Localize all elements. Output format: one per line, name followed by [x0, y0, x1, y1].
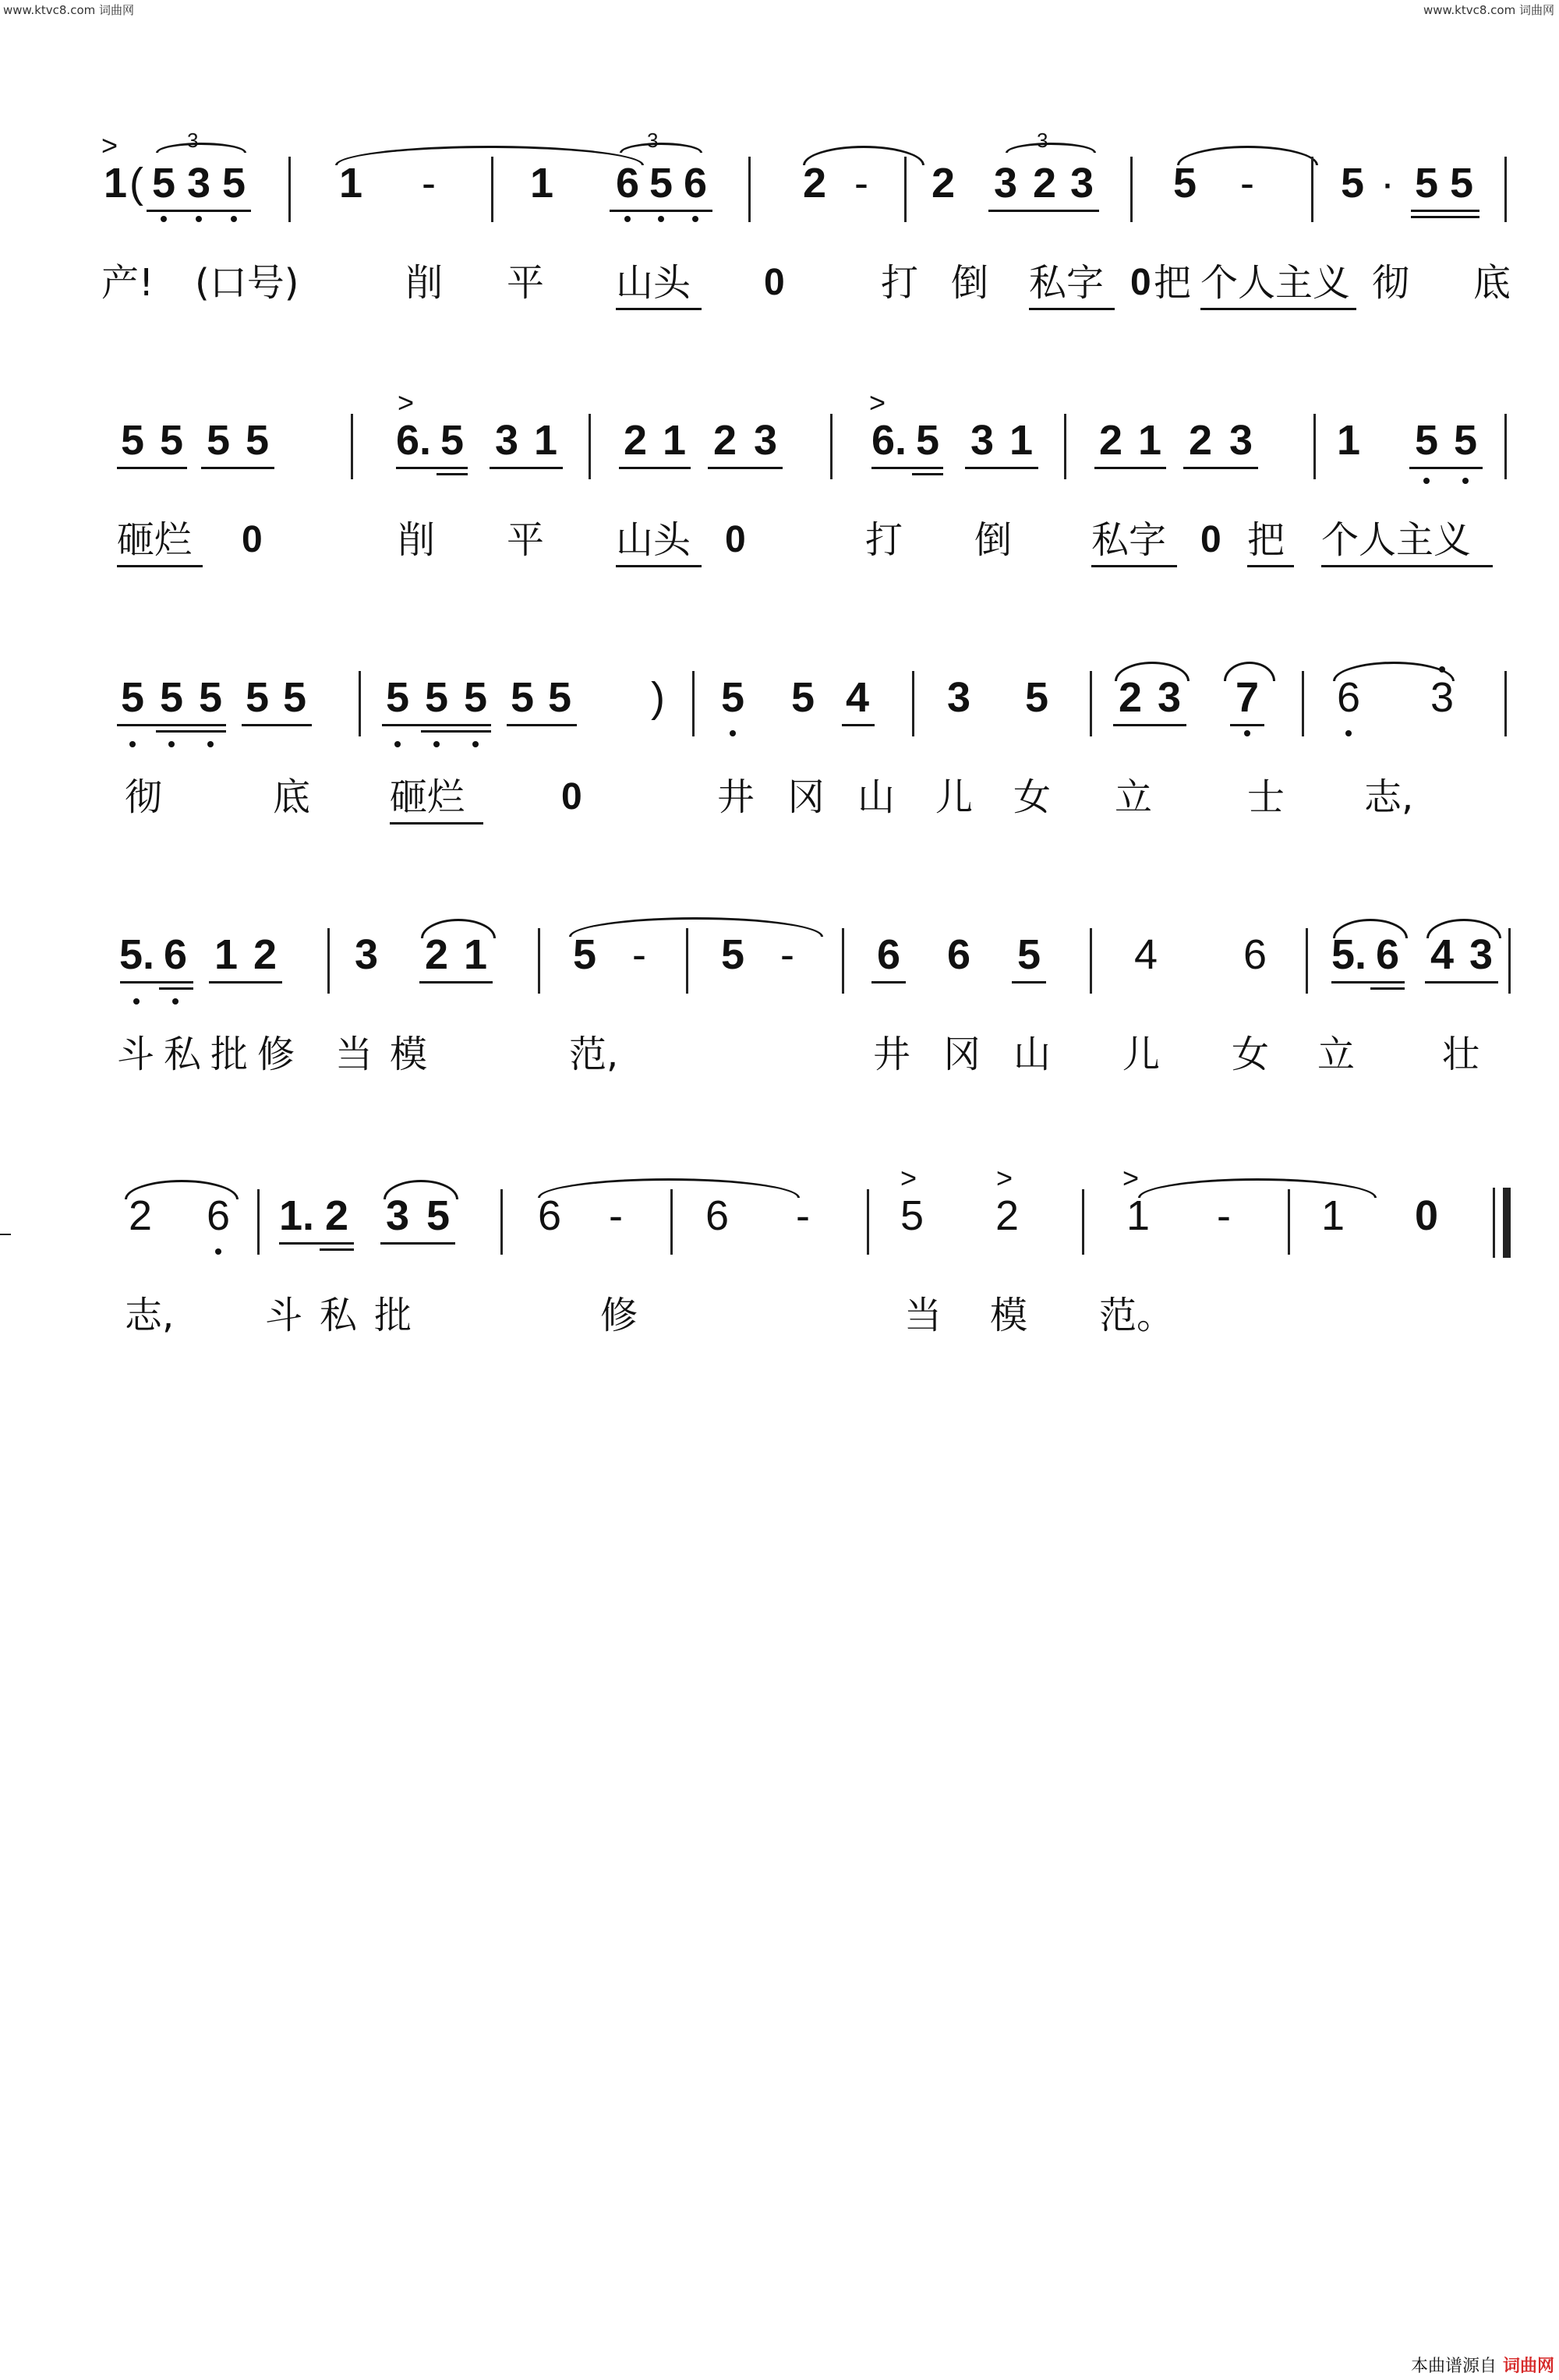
note: 1: [533, 417, 558, 464]
octave-dot: [1462, 478, 1469, 484]
lyric-syllable: 斗: [117, 1033, 155, 1076]
note: 1: [1009, 417, 1034, 464]
note: 3: [494, 417, 519, 464]
note: 6: [206, 1192, 231, 1239]
lyric-syllable: 底: [1473, 261, 1511, 305]
lyric-syllable: 范,: [569, 1033, 619, 1076]
lyric-syllable: 把: [1247, 518, 1285, 562]
lyric-syllable: 0: [1130, 262, 1151, 303]
note: 5: [720, 931, 745, 978]
accent-mark: >: [1122, 1162, 1140, 1194]
note: 5: [572, 931, 597, 978]
note: 6: [615, 160, 640, 207]
barline: [830, 414, 833, 479]
lyrics-line: [101, 1031, 1512, 1086]
note: 4: [845, 674, 870, 721]
note: 5: [1414, 417, 1439, 464]
lyric-syllable: 倒: [951, 261, 989, 305]
triplet-mark: 3: [647, 129, 659, 152]
lyric-underline: [390, 822, 483, 825]
octave-dot: [172, 998, 179, 1005]
note: 2: [623, 417, 648, 464]
barline: [904, 157, 907, 222]
barline: [1082, 1189, 1084, 1255]
lyric-underline: [616, 308, 702, 310]
notation-line: [101, 129, 1512, 245]
underline: [159, 987, 193, 990]
octave-dot: [129, 741, 136, 747]
notation-line: [101, 900, 1512, 1017]
lyric-syllable: 冈: [787, 775, 825, 819]
lyric-syllable: 当: [904, 1294, 942, 1337]
octave-dot: [1439, 666, 1445, 673]
lyric-syllable: 女: [1013, 775, 1052, 819]
notation-line: [101, 643, 1512, 760]
note: 5: [790, 674, 815, 721]
lyric-syllable: 倒: [974, 518, 1013, 562]
triplet-bracket: [1006, 143, 1096, 153]
note: 1: [463, 931, 488, 978]
note: 6: [683, 160, 708, 207]
underline: [156, 730, 226, 733]
lyric-syllable: 把: [1154, 261, 1192, 305]
note: 2: [1098, 417, 1123, 464]
paren-open: (: [129, 160, 143, 207]
barline: [359, 671, 361, 736]
underline: [1012, 981, 1046, 983]
note: 2: [424, 931, 449, 978]
note: 3: [1469, 931, 1494, 978]
note: 5: [1340, 160, 1365, 207]
lyric-syllable: 儿: [935, 775, 974, 819]
note: 6: [705, 1192, 730, 1239]
note: 5: [151, 160, 176, 207]
note: 6: [876, 931, 901, 978]
footer-source-label: 本曲谱源自: [1410, 2357, 1497, 2376]
note: 5: [245, 674, 270, 721]
lyric-syllable: 砸烂: [390, 775, 465, 819]
site-watermark-left: www.ktvc8.com 词曲网: [3, 3, 135, 17]
lyric-syllable: 壮: [1442, 1033, 1480, 1076]
octave-dot: [215, 1248, 221, 1255]
note: 5: [440, 417, 465, 464]
octave-dot: [472, 741, 479, 747]
lyric-syllable: 修: [600, 1294, 638, 1337]
lyrics-line: [101, 260, 1512, 314]
lyric-syllable: 砸烂: [117, 518, 193, 562]
barline: [1504, 157, 1507, 222]
note: 2: [931, 160, 956, 207]
note: 5: [463, 674, 488, 721]
barline: [351, 414, 353, 479]
lyric-syllable: 志,: [125, 1294, 175, 1337]
augmentation-dot: ·: [1380, 160, 1395, 207]
underline: [201, 467, 274, 469]
triplet-bracket: [156, 143, 246, 153]
lyrics-line: [101, 517, 1512, 571]
underline: [842, 724, 875, 726]
underline: [320, 1248, 354, 1251]
edge-mark: [0, 1234, 11, 1235]
octave-dot: [1244, 730, 1250, 736]
triplet-mark: 3: [187, 129, 199, 152]
underline: [242, 724, 312, 726]
lyric-syllable: 0: [725, 519, 746, 560]
octave-dot: [433, 741, 440, 747]
dash: -: [632, 931, 646, 978]
note: 1: [529, 160, 554, 207]
note: 5: [245, 417, 270, 464]
triplet-mark: 3: [1037, 129, 1048, 152]
underline: [279, 1242, 354, 1245]
octave-dot: [231, 216, 237, 222]
barline: [327, 928, 330, 994]
underline: [988, 210, 1099, 212]
underline: [965, 467, 1038, 469]
footer-source: [1411, 2353, 1554, 2377]
underline: [1183, 467, 1258, 469]
note: 2: [1118, 674, 1143, 721]
underline: [421, 730, 491, 733]
barline: [1313, 414, 1316, 479]
note: 1.: [279, 1192, 315, 1239]
lyrics-line: [101, 774, 1512, 828]
lyric-syllable: 彻: [1372, 261, 1410, 305]
note: 3: [354, 931, 379, 978]
note: 5: [1449, 160, 1474, 207]
note: 4: [1430, 931, 1455, 978]
note: 2: [1032, 160, 1057, 207]
underline: [1113, 724, 1186, 726]
underline: [382, 724, 491, 726]
note: 4: [1133, 931, 1158, 978]
barline: [912, 671, 914, 736]
lyric-syllable: 女: [1232, 1033, 1270, 1076]
note: 5: [915, 417, 940, 464]
note: 3: [970, 417, 995, 464]
note: 2: [712, 417, 737, 464]
note: 2: [324, 1192, 349, 1239]
octave-dot: [1423, 478, 1430, 484]
octave-dot: [1345, 730, 1352, 736]
underline: [1331, 981, 1405, 983]
triplet-bracket: [620, 143, 702, 153]
lyric-syllable: 立: [1115, 775, 1153, 819]
underline: [396, 467, 468, 469]
note: 3: [1228, 417, 1253, 464]
final-barline-thin: [1493, 1188, 1495, 1258]
accent-mark: >: [996, 1162, 1013, 1194]
note: 3: [385, 1192, 410, 1239]
note: 5: [424, 674, 449, 721]
lyric-syllable: 井: [717, 775, 755, 819]
underline: [1411, 216, 1479, 218]
underline: [1409, 467, 1483, 469]
note: 0: [1414, 1192, 1439, 1239]
underline: [871, 981, 906, 983]
lyric-syllable: 立: [1317, 1033, 1356, 1076]
lyric-underline: [1029, 308, 1115, 310]
lyric-underline: [1200, 308, 1356, 310]
octave-dot: [658, 216, 664, 222]
octave-dot: [394, 741, 401, 747]
note: 5: [1016, 931, 1041, 978]
lyric-syllable: 打: [865, 518, 903, 562]
barline: [748, 157, 751, 222]
note: 3: [1430, 674, 1455, 721]
note: 2: [1188, 417, 1213, 464]
note: 7: [1235, 674, 1260, 721]
lyric-syllable: 范。: [1099, 1294, 1175, 1337]
dash: -: [1240, 160, 1254, 207]
barline: [1504, 671, 1507, 736]
lyric-underline: [1321, 565, 1493, 567]
final-barline-thick: [1503, 1188, 1511, 1258]
lyric-syllable: 斗: [265, 1294, 303, 1337]
notation-line: [101, 386, 1512, 503]
underline: [1230, 724, 1264, 726]
octave-dot: [730, 730, 736, 736]
underline: [120, 981, 193, 983]
barline: [1302, 671, 1304, 736]
paren-close: ): [651, 674, 665, 721]
note: 3: [946, 674, 971, 721]
footer-brand-link[interactable]: 词曲网: [1502, 2357, 1554, 2376]
lyric-syllable: 山头: [616, 518, 691, 562]
dash: -: [609, 1192, 623, 1239]
lyric-syllable: 山: [1013, 1033, 1052, 1076]
dash: -: [1217, 1192, 1231, 1239]
underline: [507, 724, 577, 726]
barline: [1306, 928, 1308, 994]
note: 5: [282, 674, 307, 721]
note: 5: [198, 674, 223, 721]
note: 5: [1453, 417, 1478, 464]
lyric-syllable: 修: [257, 1033, 295, 1076]
note: 6: [537, 1192, 562, 1239]
barline: [1508, 928, 1511, 994]
barline: [692, 671, 695, 736]
tie: [538, 1178, 800, 1198]
note: 1: [1336, 417, 1361, 464]
note: 5: [159, 417, 184, 464]
note: 5: [120, 674, 145, 721]
notation-line: [101, 1161, 1512, 1278]
note: 5: [221, 160, 246, 207]
lyric-syllable: 平: [507, 518, 545, 562]
note: 1: [662, 417, 687, 464]
lyric-syllable: 山头: [616, 261, 691, 305]
dash: -: [796, 1192, 810, 1239]
note: 5: [1024, 674, 1049, 721]
underline: [1370, 987, 1405, 990]
octave-dot: [161, 216, 167, 222]
accent-mark: >: [398, 387, 415, 418]
barline: [538, 928, 540, 994]
lyric-syllable: 个人主义: [1200, 261, 1351, 305]
note: 5.: [1331, 931, 1367, 978]
barline: [491, 157, 493, 222]
octave-dot: [196, 216, 202, 222]
note: 5: [900, 1192, 924, 1239]
note: 5: [426, 1192, 451, 1239]
underline: [437, 473, 468, 475]
underline: [912, 473, 943, 475]
underline: [490, 467, 563, 469]
barline: [288, 157, 291, 222]
barline: [1064, 414, 1066, 479]
lyric-syllable: 志,: [1364, 775, 1414, 819]
lyric-syllable: 平: [507, 261, 545, 305]
barline: [1504, 414, 1507, 479]
barline: [257, 1189, 260, 1255]
lyric-syllable: 0: [764, 262, 785, 303]
note: 5: [385, 674, 410, 721]
underline: [380, 1242, 455, 1245]
lyric-syllable: 冈: [943, 1033, 981, 1076]
note: 6.: [396, 417, 432, 464]
note: 2: [128, 1192, 153, 1239]
note: 1: [338, 160, 363, 207]
lyric-syllable: 批: [210, 1033, 249, 1076]
accent-mark: >: [900, 1162, 917, 1194]
barline: [500, 1189, 503, 1255]
lyric-syllable: 底: [273, 775, 311, 819]
underline: [1411, 210, 1479, 212]
note: 5: [206, 417, 231, 464]
lyric-syllable: 私: [320, 1294, 358, 1337]
dash: -: [422, 160, 436, 207]
underline: [117, 467, 187, 469]
underline: [117, 724, 226, 726]
accent-mark: >: [101, 129, 118, 161]
note: 5: [720, 674, 745, 721]
note: 1: [1137, 417, 1162, 464]
underline: [1094, 467, 1166, 469]
note: 6: [1375, 931, 1400, 978]
lyric-syllable: 私: [164, 1033, 202, 1076]
note: 5.: [119, 931, 155, 978]
octave-dot: [133, 998, 140, 1005]
note: 3: [753, 417, 778, 464]
lyric-underline: [1247, 565, 1294, 567]
note: 6: [1336, 674, 1361, 721]
site-watermark-right: www.ktvc8.com 词曲网: [1423, 3, 1554, 17]
lyric-syllable: 0: [1200, 519, 1221, 560]
lyric-syllable: 山: [857, 775, 896, 819]
note: 5: [1414, 160, 1439, 207]
lyric-syllable: 私字: [1091, 518, 1167, 562]
lyric-syllable: 彻: [125, 775, 163, 819]
lyric-syllable: 当: [335, 1033, 373, 1076]
lyric-syllable: 模: [390, 1033, 428, 1076]
lyric-syllable: 0: [242, 519, 263, 560]
lyric-underline: [117, 565, 203, 567]
note: 6: [163, 931, 188, 978]
lyric-syllable: 儿: [1122, 1033, 1161, 1076]
underline: [610, 210, 712, 212]
barline: [1311, 157, 1313, 222]
lyric-syllable: 模: [990, 1294, 1028, 1337]
barline: [867, 1189, 869, 1255]
barline: [670, 1189, 673, 1255]
note: 5: [510, 674, 535, 721]
lyric-syllable: 削: [405, 261, 444, 305]
underline: [619, 467, 691, 469]
lyric-syllable: 0: [561, 776, 582, 817]
accent-mark: >: [869, 387, 886, 418]
barline: [1090, 928, 1092, 994]
note: 2: [802, 160, 827, 207]
underline: [147, 210, 251, 212]
underline: [1425, 981, 1498, 983]
note: 3: [1069, 160, 1094, 207]
lyrics-line: [101, 1292, 1512, 1347]
note: 2: [253, 931, 278, 978]
note: 3: [993, 160, 1018, 207]
lyric-syllable: 削: [398, 518, 436, 562]
barline: [1288, 1189, 1290, 1255]
tie: [335, 146, 644, 165]
underline: [708, 467, 783, 469]
note: 6: [946, 931, 971, 978]
octave-dot: [624, 216, 631, 222]
lyric-underline: [1091, 565, 1177, 567]
note: 6.: [871, 417, 907, 464]
barline: [1130, 157, 1133, 222]
underline: [419, 981, 493, 983]
note: 1: [1320, 1192, 1345, 1239]
note: 1: [214, 931, 239, 978]
note: 5: [120, 417, 145, 464]
note: 3: [1157, 674, 1182, 721]
dash: -: [780, 931, 794, 978]
note: 1: [103, 160, 128, 207]
underline: [871, 467, 943, 469]
lyric-syllable: 士: [1247, 775, 1285, 819]
lyric-syllable: (口号): [195, 261, 299, 305]
lyric-syllable: 井: [873, 1033, 911, 1076]
dash: -: [854, 160, 868, 207]
lyric-syllable: 批: [374, 1294, 412, 1337]
note: 2: [995, 1192, 1020, 1239]
lyric-syllable: 私字: [1029, 261, 1105, 305]
barline: [589, 414, 591, 479]
lyric-syllable: 个人主义: [1321, 518, 1472, 562]
barline: [1090, 671, 1092, 736]
note: 5: [159, 674, 184, 721]
octave-dot: [168, 741, 175, 747]
barline: [842, 928, 844, 994]
note: 5: [547, 674, 572, 721]
note: 1: [1126, 1192, 1151, 1239]
octave-dot: [692, 216, 698, 222]
note: 5: [649, 160, 673, 207]
lyric-underline: [616, 565, 702, 567]
note: 3: [186, 160, 211, 207]
barline: [686, 928, 688, 994]
lyric-syllable: 打: [881, 261, 919, 305]
lyric-syllable: 产!: [101, 261, 154, 305]
underline: [209, 981, 282, 983]
note: 5: [1172, 160, 1197, 207]
octave-dot: [207, 741, 214, 747]
note: 6: [1243, 931, 1267, 978]
